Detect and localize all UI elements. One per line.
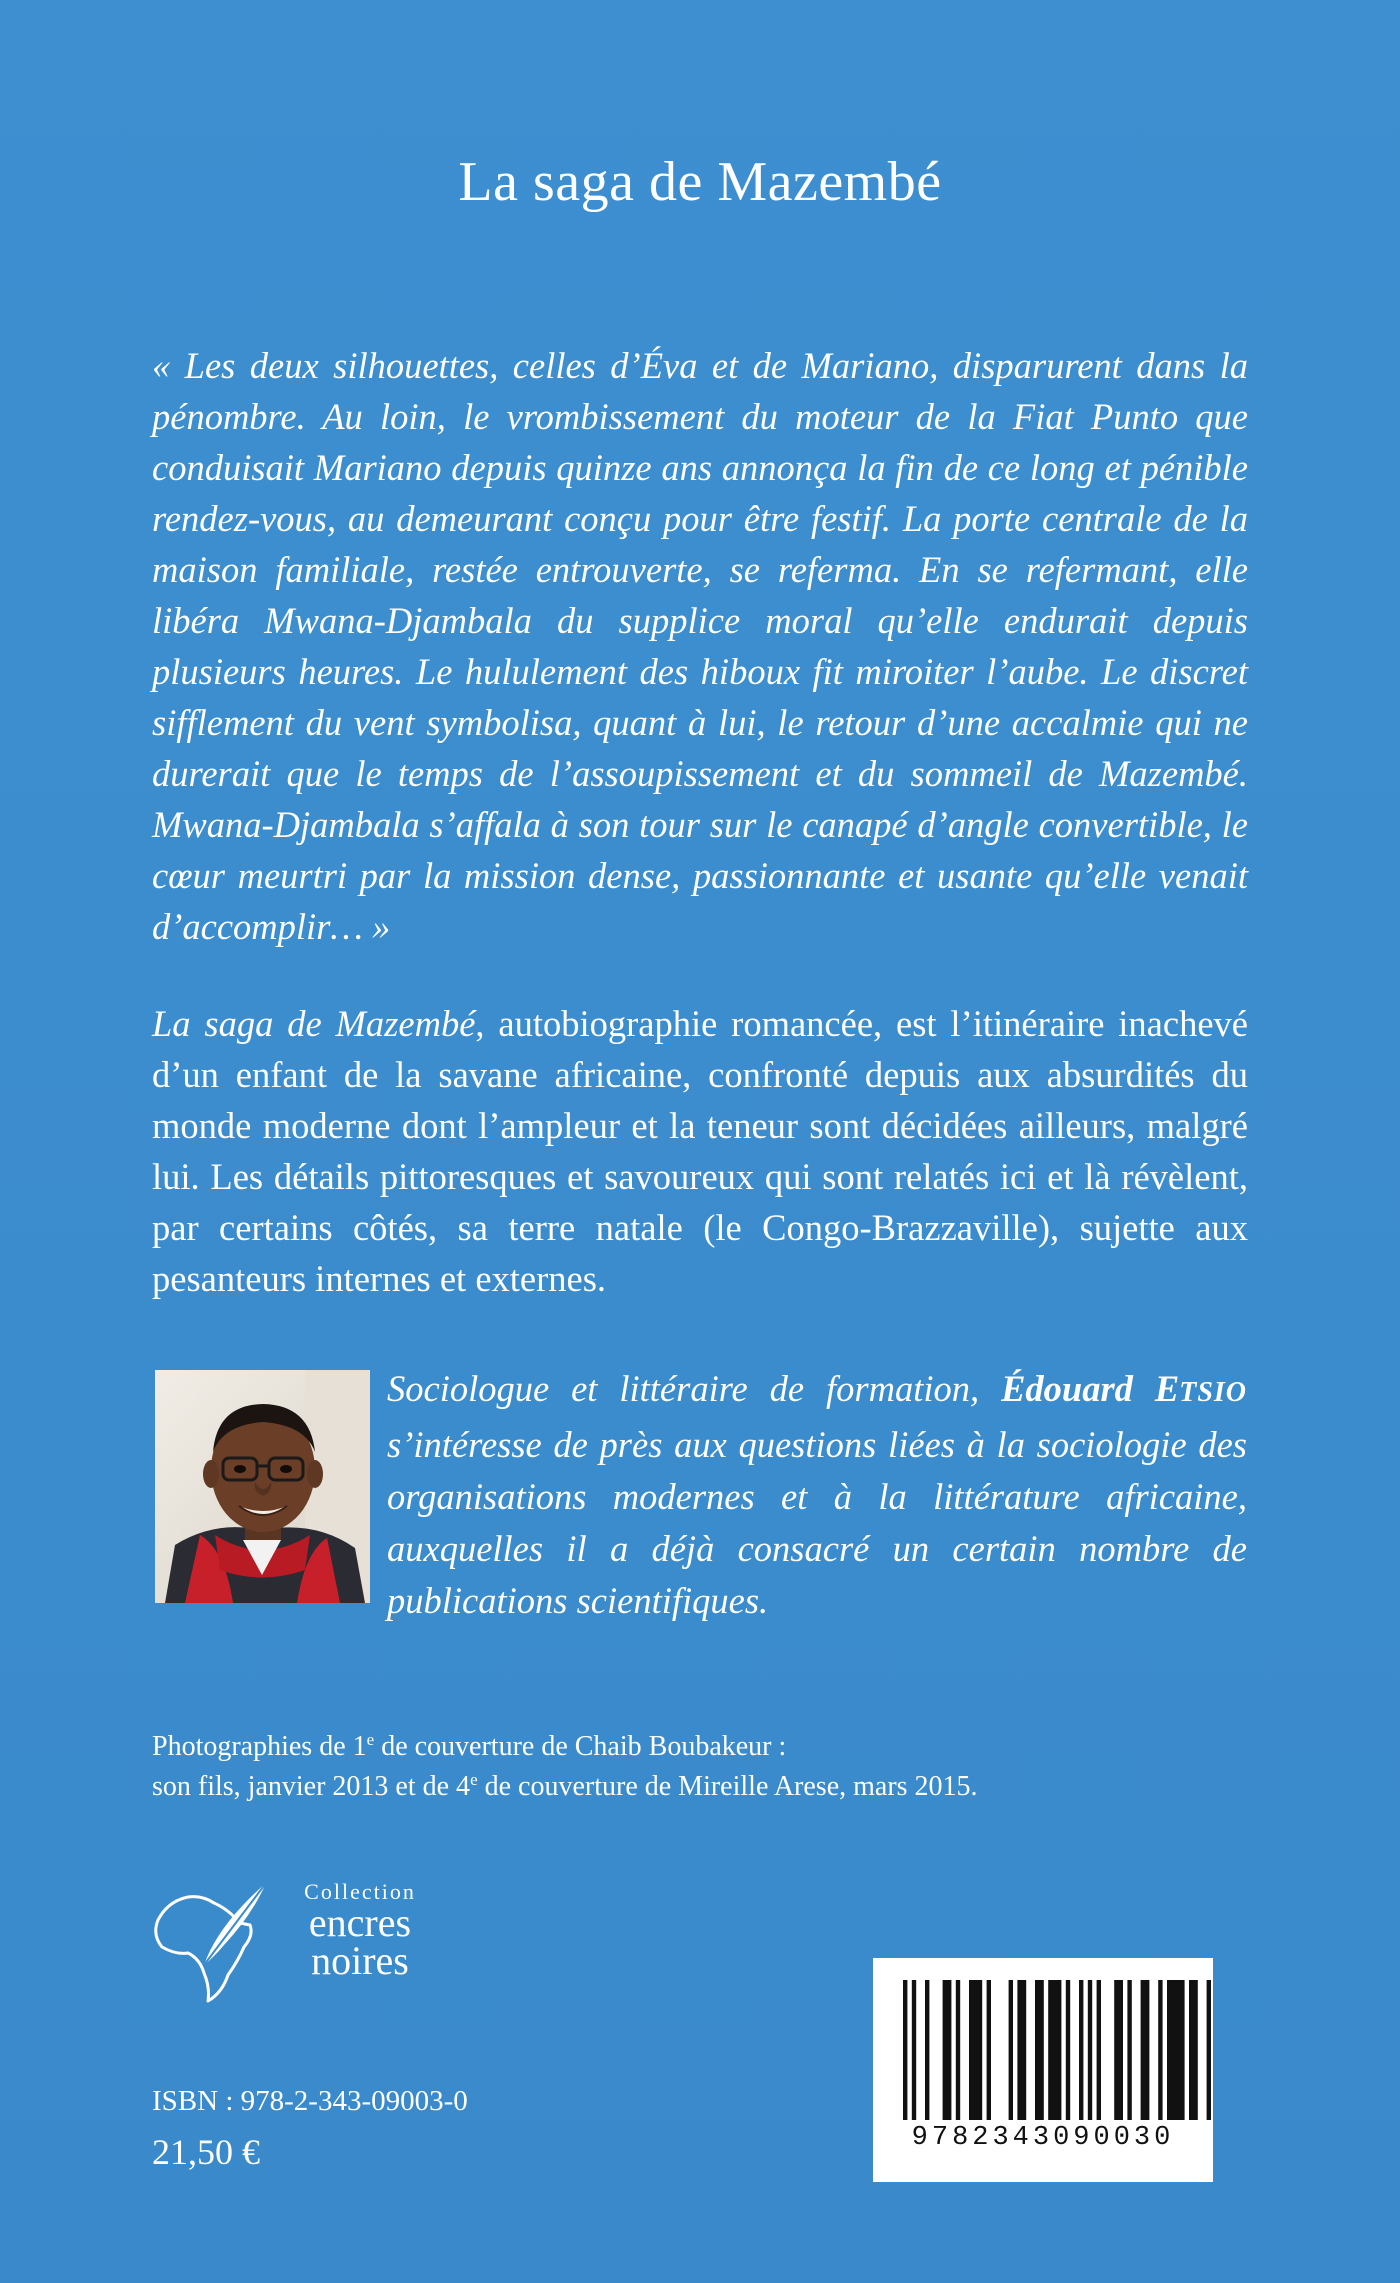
author-bio xyxy=(387,1363,1247,1627)
barcode-bar xyxy=(956,1980,960,2120)
author-bio-rest: s’intéresse de près aux questions liées à la sociologie des organisations modernes et à la littérature africaine, auxquelles il a déjà consacré un certain nombre de publications scientifiques. xyxy=(387,1424,1247,1621)
barcode-bar xyxy=(969,1980,982,2120)
barcode-bar xyxy=(943,1980,952,2120)
barcode-bar xyxy=(1167,1980,1185,2120)
barcode-bar xyxy=(1207,1980,1211,2120)
barcode-bar xyxy=(1009,1980,1013,2120)
isbn-barcode xyxy=(873,1958,1213,2182)
author-last-name-initial: E xyxy=(1154,1368,1180,1409)
barcode-bar xyxy=(912,1980,916,2120)
credits-part: de couverture de Chaib Boubakeur : xyxy=(374,1731,787,1762)
barcode-bar xyxy=(1017,1980,1026,2120)
summary-title-ref: La saga de Mazembé xyxy=(152,1003,476,1044)
barcode-digits: 9782343090030 xyxy=(911,2123,1175,2153)
barcode-bar xyxy=(1158,1980,1162,2120)
credits-part: Photographies de 1 xyxy=(152,1731,367,1762)
credits-part: de couverture de Mireille Arese, mars 2015. xyxy=(477,1771,978,1802)
barcode-bar xyxy=(987,1980,991,2120)
author-bio-intro: Sociologue et littéraire de formation, xyxy=(387,1368,1002,1409)
book-summary xyxy=(152,998,1248,1304)
author-name xyxy=(1001,1368,1247,1409)
barcode-bar xyxy=(1114,1980,1123,2120)
africa-feather-icon xyxy=(148,1875,288,2005)
barcode-bar xyxy=(1088,1980,1092,2120)
photo-credits xyxy=(152,1727,1252,1807)
barcode-bar xyxy=(903,1980,907,2120)
author-first-name: Édouard xyxy=(1001,1368,1133,1409)
barcode-bar xyxy=(1066,1980,1070,2120)
collection-logo-text xyxy=(280,1875,440,1981)
logo-line-encres: encres xyxy=(308,1900,412,1945)
credits-part: son fils, janvier 2013 et de 4 xyxy=(152,1771,471,1802)
book-excerpt: « Les deux silhouettes, celles d’Éva et de Mariano, disparurent dans la pénombre. Au loin, le vrombissement du moteur de la Fiat Punto que conduisait Mariano depuis quinze ans annonça la fin de ce long et pénible rendez-vous, au demeurant conçu pour être festif. La porte centrale de la maison familiale, restée entrouverte, se referma. En se refermant, elle libéra Mwana-Djambala du supplice moral qu’elle endurait depuis plusieurs heures. Le hululement des hiboux fit miroiter l’aube. Le discret sifflement du vent symbolisa, quant à lui, le retour d’une accalmie qui ne durerait que le temps de l’assoupissement et du sommeil de Mazembé. Mwana-Djambala s’affala à son tour sur le canapé d’angle convertible, le cœur meurtri par la mission dense, passionnante et usante qu’elle venait d’accomplir… » xyxy=(152,345,1248,947)
author-last-name-rest: TSIO xyxy=(1179,1377,1248,1408)
summary-text: , autobiographie romancée, est l’itinéraire inachevé d’un enfant de la savane africaine, confronté depuis aux absurdités du monde moderne dont l’ampleur et la teneur sont décidées ailleurs, malgré lui. Les détails pittoresques et savoureux qui sont relatés ici et là révèlent, par certains côtés, sa terre natale (le Congo-Brazzaville), sujette aux pesanteurs internes et externes. xyxy=(152,1003,1248,1299)
credits-superscript: e xyxy=(470,1770,478,1789)
collection-logo xyxy=(148,1875,438,2005)
barcode-bar xyxy=(1127,1980,1131,2120)
book-title: La saga de Mazembé xyxy=(458,151,942,213)
credits-superscript: e xyxy=(366,1730,375,1749)
barcode-bar xyxy=(925,1980,929,2120)
logo-line-noires: noires xyxy=(311,1938,409,1983)
barcode-bar xyxy=(1141,1980,1150,2120)
author-photo xyxy=(155,1370,370,1603)
barcode-bar xyxy=(1079,1980,1083,2120)
price: 21,50 € xyxy=(152,2132,260,2172)
barcode-bar xyxy=(1035,1980,1044,2120)
barcode-bar xyxy=(1097,1980,1101,2120)
logo-line-collection: Collection xyxy=(304,1879,416,1904)
barcode-bar xyxy=(1048,1980,1061,2120)
isbn-text: ISBN : 978-2-343-09003-0 xyxy=(152,2085,468,2117)
barcode-bar xyxy=(1189,1980,1198,2120)
